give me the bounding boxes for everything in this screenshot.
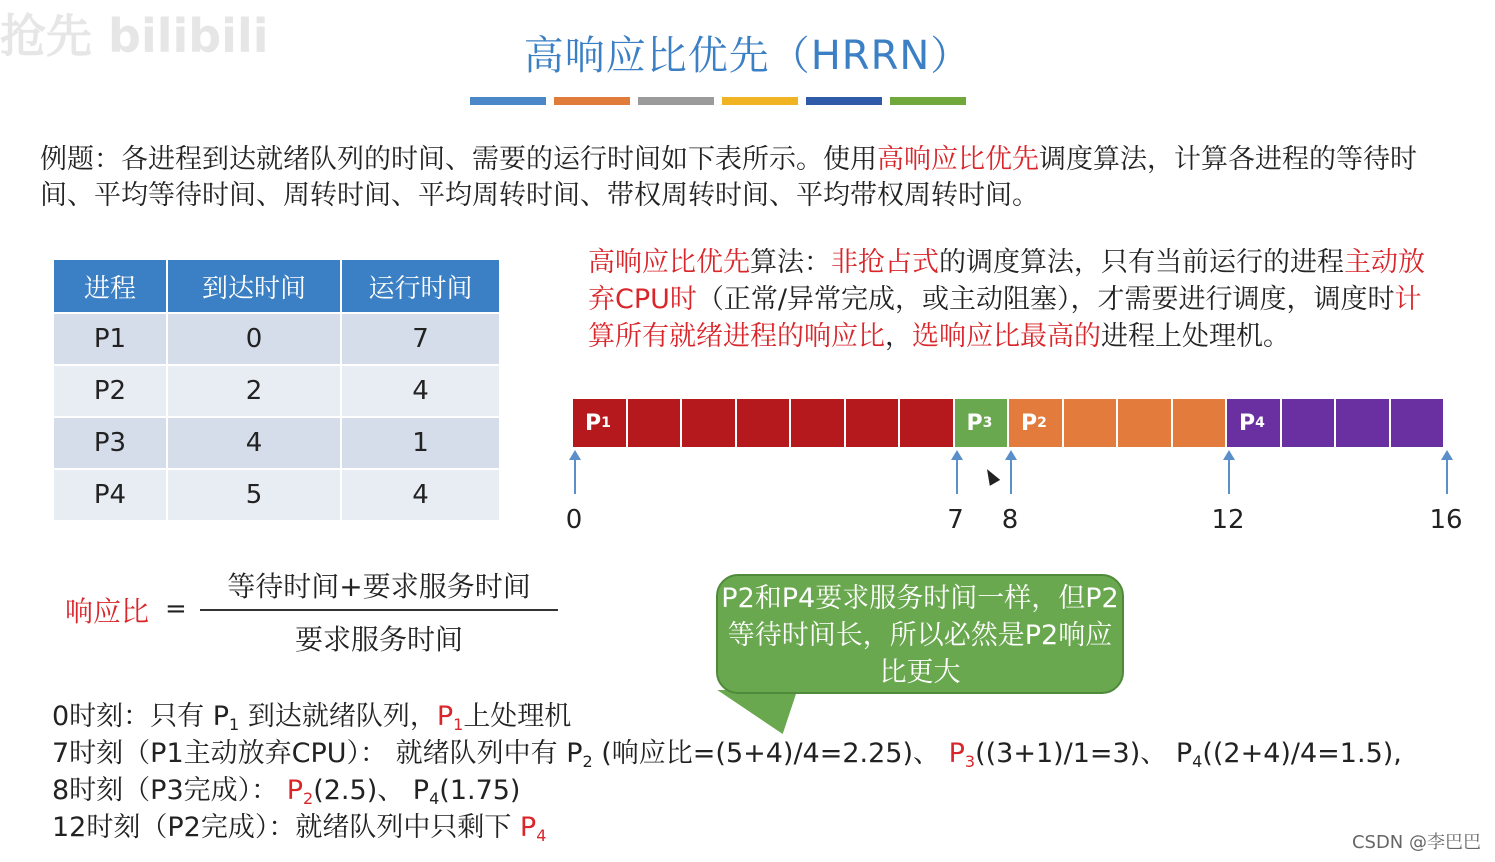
callout-bubble: P2和P4要求服务时间一样，但P2等待时间长，所以必然是P2响应比更大 [716, 574, 1124, 694]
timeline-step-7 [52, 731, 1402, 771]
axis-arrow [1010, 452, 1012, 494]
axis-tick-label: 8 [1001, 505, 1019, 535]
table-row [53, 365, 500, 417]
gantt-chart [573, 399, 1445, 447]
gantt-label-sub: 3 [982, 415, 993, 431]
table-cell: 7 [341, 313, 500, 365]
gantt-label: P [1239, 410, 1256, 436]
watermark: 抢先 bilibili [0, 9, 269, 63]
csdn-watermark: CSDN @李巴巴 [1351, 832, 1481, 853]
gantt-cell [791, 399, 846, 447]
algo-text: 进程上处理机。 [1101, 321, 1290, 352]
table-cell: 5 [167, 469, 341, 521]
gantt-cell [737, 399, 792, 447]
intro-paragraph [40, 142, 1460, 214]
step-text: (1.75) [439, 775, 521, 806]
step-text: P [948, 738, 965, 769]
color-bar-1 [554, 97, 630, 105]
gantt-cell [628, 399, 683, 447]
algo-name: 高响应比优先 [588, 247, 750, 278]
fraction-line [200, 609, 558, 611]
color-bar-5 [890, 97, 966, 105]
gantt-cell [1282, 399, 1337, 447]
step-text: P [519, 812, 537, 843]
header-runtime: 运行时间 [341, 259, 500, 313]
gantt-label-sub: 4 [1255, 415, 1265, 431]
table-cell: P4 [53, 469, 167, 521]
step-text: (2.5)、 P [313, 775, 430, 806]
table-row [53, 469, 500, 521]
table-cell: 4 [341, 469, 500, 521]
algo-text: （正常/异常完成，或主动阻塞），才需要进行调度，调度时 [696, 284, 1395, 315]
step-text: (响应比=(5+4)/4=2.25)、 [592, 738, 949, 769]
color-bar-3 [722, 97, 798, 105]
algo-nonpreemptive: 非抢占式 [831, 247, 939, 278]
gantt-label-sub: 2 [1037, 415, 1047, 431]
step-sub: 2 [303, 789, 314, 808]
table-cell: 4 [341, 365, 500, 417]
axis-tick-label: 0 [565, 505, 583, 535]
step-text: ((2+4)/4=1.5), [1202, 738, 1402, 769]
gantt-cell [900, 399, 955, 447]
table-cell: P3 [53, 417, 167, 469]
gantt-cell [1173, 399, 1228, 447]
step-sub: 1 [229, 715, 240, 734]
step-text: 到达就绪队列， [239, 701, 437, 732]
gantt-cell [573, 399, 628, 447]
callout-tail [717, 690, 822, 734]
timeline-step-12 [52, 805, 546, 845]
gantt-label-sub: 1 [601, 415, 611, 431]
algo-text: 的调度算法，只有当前运行的进程 [939, 247, 1344, 278]
gantt-cell [955, 399, 1010, 447]
step-text: ((3+1)/1=3)、 P [975, 738, 1193, 769]
table-header-row [53, 259, 500, 313]
intro-highlight: 高响应比优先 [877, 144, 1039, 175]
axis-arrow [1446, 452, 1448, 494]
axis-tick-label: 7 [947, 505, 964, 535]
algo-compute-ratio: 计算所有就绪进程的响应比 [588, 284, 1422, 352]
title-color-bars [470, 97, 966, 105]
axis-arrow [574, 452, 576, 494]
intro-part2: 调度算法，计算各进程的等待时间、平均等待时间、周转时间、平均周转时间、带权周转时间、平均带权周转时间。 [40, 144, 1417, 211]
step-text: P [436, 701, 454, 732]
axis-tick-label: 16 [1429, 505, 1463, 535]
step-text: P [286, 775, 304, 806]
table-row [53, 313, 500, 365]
gantt-label: P [585, 410, 602, 436]
table-cell: 0 [167, 313, 341, 365]
step-sub: 4 [1192, 752, 1203, 771]
table-cell: P2 [53, 365, 167, 417]
formula-denominator: 要求服务时间 [294, 623, 463, 656]
step-text: 7时刻（P1主动放弃CPU）： 就绪队列中有 P [52, 738, 583, 769]
axis-tick-label: 12 [1211, 505, 1245, 535]
intro-part1: 例题：各进程到达就绪队列的时间、需要的运行时间如下表所示。使用 [40, 144, 877, 175]
gantt-label: P [966, 410, 983, 436]
step-sub: 1 [453, 715, 464, 734]
table-cell: 4 [167, 417, 341, 469]
gantt-cell [846, 399, 901, 447]
color-bar-0 [470, 97, 546, 105]
algo-text: ， [885, 321, 912, 352]
formula-numerator: 等待时间+要求服务时间 [227, 570, 531, 603]
algo-select-highest: 选响应比最高的 [912, 321, 1101, 352]
table-row [53, 417, 500, 469]
page-title: 高响应比优先（HRRN） [523, 33, 972, 79]
gantt-cell [682, 399, 737, 447]
formula-equals: = [165, 594, 187, 624]
gantt-cell [1009, 399, 1064, 447]
step-sub: 2 [582, 752, 593, 771]
gantt-label: P [1021, 410, 1038, 436]
axis-arrow [1228, 452, 1230, 494]
color-bar-2 [638, 97, 714, 105]
table-cell: P1 [53, 313, 167, 365]
step-text: 12时刻（P2完成）：就绪队列中只剩下 [52, 812, 520, 843]
mouse-cursor-icon [982, 466, 1000, 486]
gantt-cell [1391, 399, 1446, 447]
process-table [52, 258, 501, 522]
step-sub: 4 [536, 826, 547, 845]
formula-label: 响应比 [65, 595, 150, 628]
gantt-cell [1227, 399, 1282, 447]
table-cell: 2 [167, 365, 341, 417]
algo-text: 算法： [750, 247, 831, 278]
timeline-step-0 [52, 694, 571, 734]
header-arrival: 到达时间 [167, 259, 341, 313]
header-process: 进程 [53, 259, 167, 313]
timeline-step-8 [52, 768, 520, 808]
algo-yield-cpu: 主动放弃CPU时 [588, 247, 1425, 315]
algorithm-description [588, 244, 1448, 355]
step-sub: 4 [429, 789, 440, 808]
gantt-cell [1336, 399, 1391, 447]
axis-arrow [956, 452, 958, 494]
step-text: 8时刻（P3完成）： [52, 775, 287, 806]
table-cell: 1 [341, 417, 500, 469]
color-bar-4 [806, 97, 882, 105]
gantt-cell [1064, 399, 1119, 447]
step-text: 0时刻：只有 P [52, 701, 230, 732]
step-text: 上处理机 [463, 701, 572, 732]
gantt-cell [1118, 399, 1173, 447]
step-sub: 3 [964, 752, 976, 771]
